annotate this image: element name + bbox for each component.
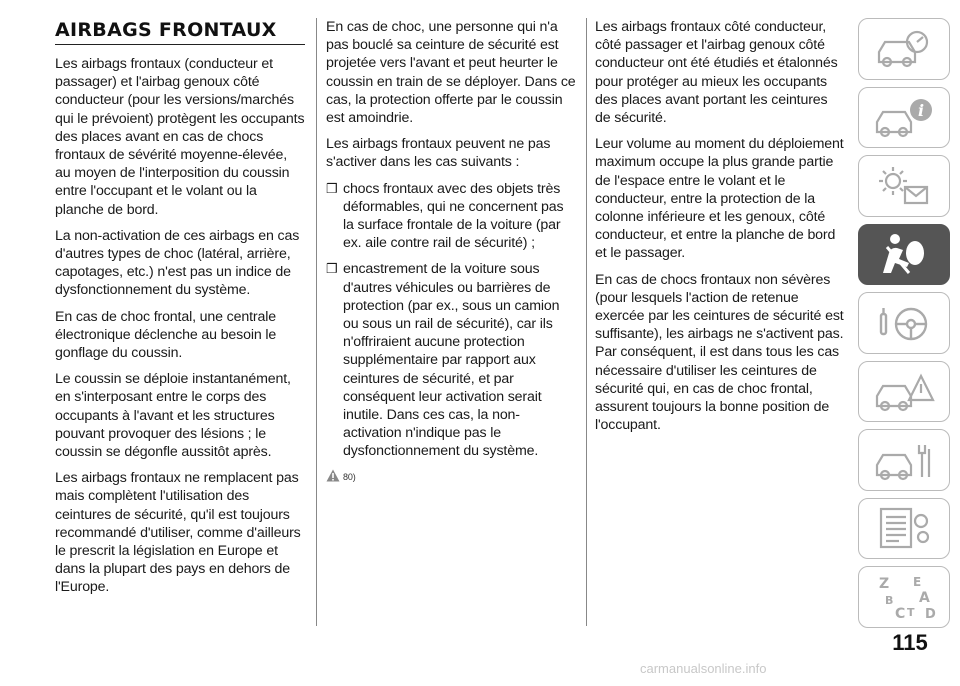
warning-ref-number: 80): [343, 471, 356, 482]
paragraph: Le coussin se déploie instantanément, en s'interposant entre le corps des occupants à l'avant et les structures pouvant provoquer des lésions ; le coussin se dégonfle aussitôt après.: [55, 371, 291, 461]
tab-dashboard[interactable]: [858, 18, 950, 80]
tab-emergency[interactable]: [858, 361, 950, 423]
tab-maintenance[interactable]: [858, 429, 950, 491]
car-info-icon: [869, 92, 939, 142]
alphabet-index-icon: [869, 572, 939, 622]
page-number: 115: [892, 630, 928, 655]
column-3: [595, 18, 845, 442]
paragraph: Les airbags frontaux peuvent ne pas s'activer dans les cas suivants :: [326, 136, 551, 171]
warning-triangle-icon: [326, 469, 340, 482]
tab-starting-driving[interactable]: [858, 292, 950, 354]
list-item: ❒ encastrement de la voiture sous d'autres véhicules ou barrières de protection (par ex., sous un camion ou sous un rail de sécurité), car ils n'offriraient aucune protection supplémentaire par rapport aux ceintures de sécurité, et par conséquent leur activation serait inutile. Dans ces cas, la non-activation n'indique pas le dysfonctionnement du système.: [326, 261, 560, 460]
column-1: [55, 18, 305, 605]
specs-list-icon: [869, 503, 939, 553]
tab-index[interactable]: [858, 566, 950, 628]
svg-text:i: i: [917, 101, 925, 121]
bullet-list: [326, 180, 576, 461]
svg-text:B: B: [885, 593, 894, 607]
svg-text:A: A: [919, 589, 930, 606]
paragraph: En cas de choc frontal, une centrale électronique déclenche au besoin le gonflage du coussin.: [55, 308, 277, 362]
car-service-icon: [869, 435, 939, 485]
bullet-box-icon: ❒: [326, 180, 338, 196]
paragraph: En cas de choc, une personne qui n'a pas bouclé sa ceinture de sécurité est projetée vers l'avant et peut heurter le coussin en train de se déployer. Dans ce cas, la protection offerte par le coussin est amoindrie.: [326, 19, 576, 127]
watermark: carmanualsonline.info: [640, 661, 767, 676]
tab-safety[interactable]: [858, 224, 950, 286]
column-divider: [316, 18, 317, 626]
tab-technical-data[interactable]: [858, 498, 950, 560]
svg-text:Z: Z: [879, 575, 890, 592]
warning-light-icon: [869, 161, 939, 211]
svg-text:C: C: [895, 605, 906, 622]
paragraph: Leur volume au moment du déploiement maximum occupe la plus grande partie de l'espace entre le volant et le conducteur, entre la protection de la colonne inférieure et les genoux, côté conducteur, et entre la planche de bord et le passager.: [595, 136, 844, 262]
paragraph: En cas de chocs frontaux non sévères (pour lesquels l'action de retenue exercée par les ceintures de sécurité est suffisante), les airbags ne s'activent pas. Par conséquent, il est dans tous les cas nécessaire d'utiliser les ceintures de sécurité qui, en cas de choc frontal, assurent toujours la bonne position de l'occupant.: [595, 271, 844, 434]
svg-text:T: T: [907, 605, 915, 619]
column-2: [326, 18, 576, 482]
tab-info[interactable]: [858, 87, 950, 149]
steering-wheel-icon: [869, 298, 939, 348]
airbag-seat-icon: [869, 229, 939, 279]
paragraph: Les airbags frontaux (conducteur et passager) et l'airbag genoux côté conducteur (pour les versions/marchés qui le prévoient) protègent les occupants des places avant en cas de chocs frontaux de sévérité moyenne-élevée, au moyen de l'interposition du coussin entre l'occupant et le volant ou la planche de bord.: [55, 56, 305, 218]
car-gauge-icon: [869, 24, 939, 74]
bullet-box-icon: ❒: [326, 261, 338, 277]
warning-reference: [326, 469, 576, 482]
list-item: ❒ chocs frontaux avec des objets très déformables, qui ne concernent pas la surface frontale de la voiture (par ex. aile contre rail de sécurité) ;: [326, 180, 564, 252]
column-divider: [586, 18, 587, 626]
svg-text:D: D: [925, 606, 936, 622]
chapter-tabs: [858, 18, 950, 635]
paragraph: La non-activation de ces airbags en cas d'autres types de choc (latéral, arrière, capotages, etc.) n'est pas un indice de dysfonctionnement du système.: [55, 227, 300, 299]
paragraph: Les airbags frontaux côté conducteur, côté passager et l'airbag genoux côté conducteur ont été étudiés et étalonnés pour protéger au mieux les occupants des places avant portant les ceintures de sécurité.: [595, 19, 838, 127]
paragraph: Les airbags frontaux ne remplacent pas mais complètent l'utilisation des ceintures de sécurité, qu'il est toujours recommandé d'utiliser, comme d'ailleurs le prescrit la législation en Europe et dans la plupart des pays en dehors de l'Europe.: [55, 470, 301, 596]
tab-warning-lights[interactable]: [858, 155, 950, 217]
section-title: AIRBAGS FRONTAUX: [55, 18, 305, 45]
svg-text:E: E: [913, 574, 922, 589]
car-breakdown-icon: [869, 366, 939, 416]
